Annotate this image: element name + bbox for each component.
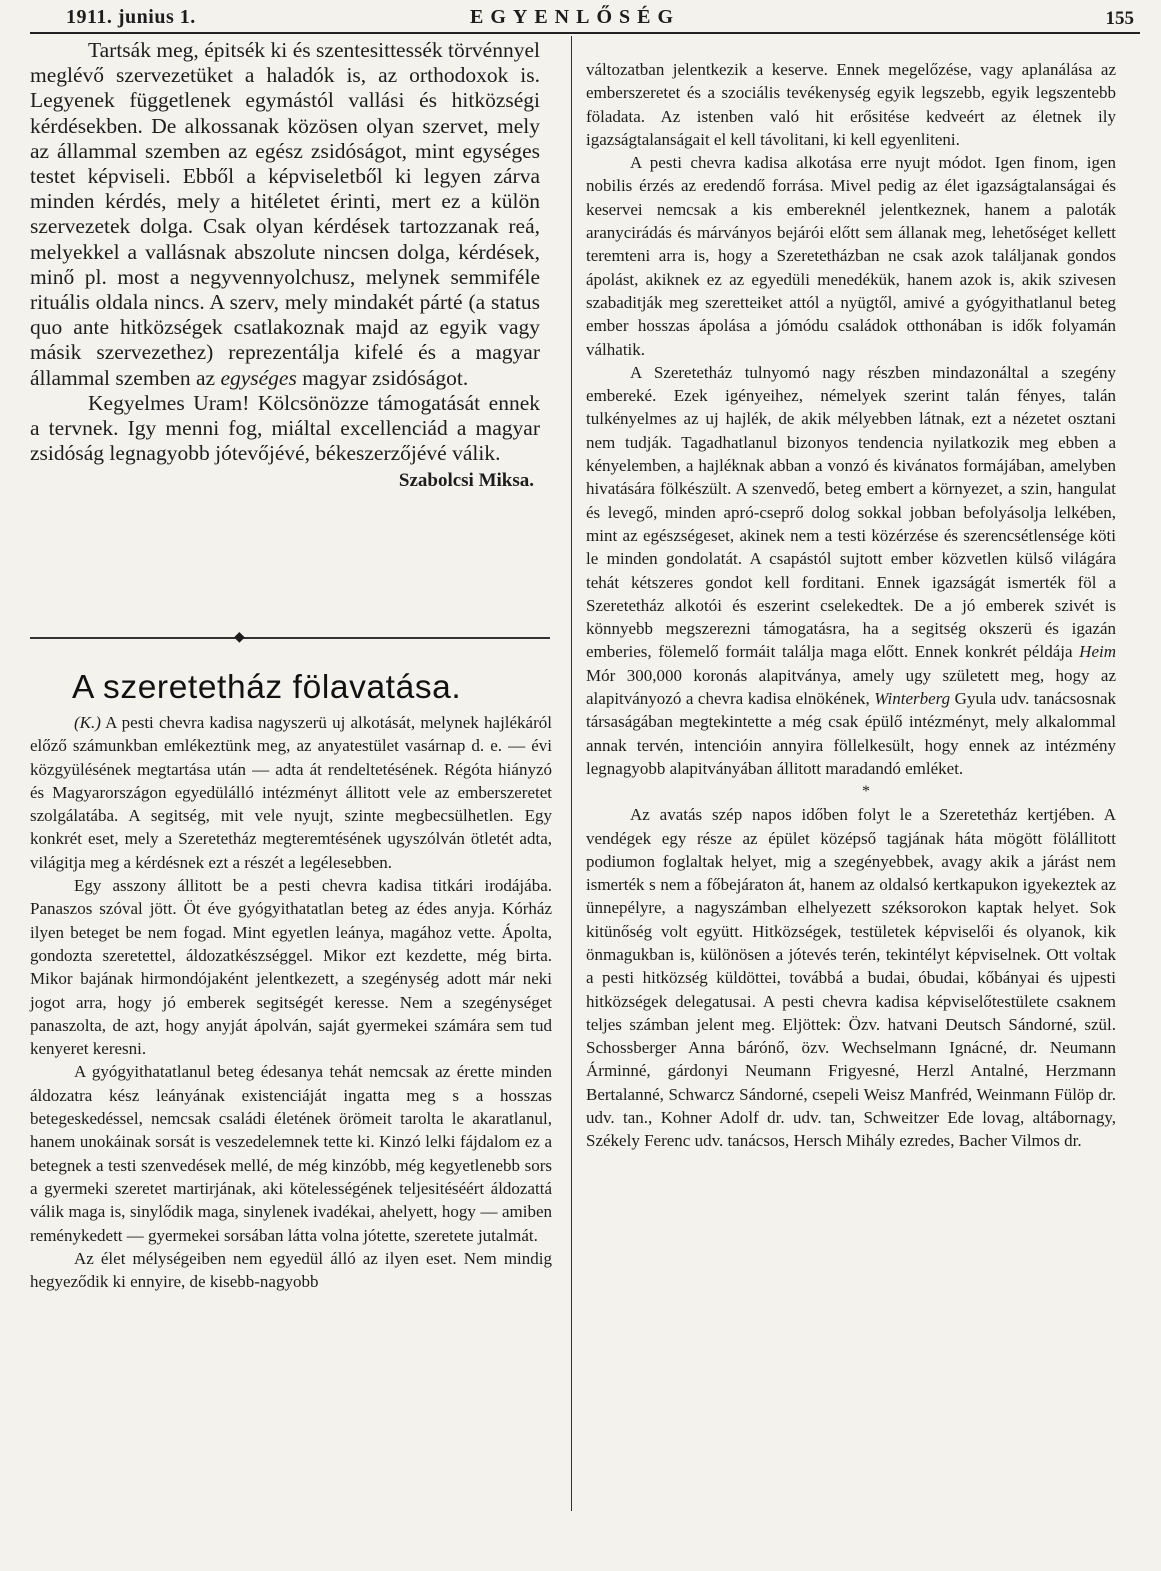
article-paragraph: Az avatás szép napos időben folyt le a Szeretetház kertjében. A vendégek egy része az épület középső tagjának háta mögött fölállitott podiumon foglaltak helyet, mig a szegényebbek, avagy akik a járást nem ismerték s nem a főbejáraton át, hanem az oldalsó kertkapukon igyekeztek az ünnepélyre, a nagyszámban elhelyezett széksorokon kaptak helyet. Sok kitünőség volt együtt. Hitközségek, testületek képviselői és olyanok, kik önmagukban is, különösen a jótevés terén, tekintélyt képviselnek. Ott voltak a pesti hitközség küldöttei, továbbá a budai, óbudai, kőbányai és ujpesti hitközségek delegatusai. A pesti chevra kadisa képviselőtestülete csaknem teljes számban jelent meg. Eljöttek: Özv. hatvani Deutsch Sándorné, szül. Schossberger Anna bárónő, özv. Wechselmann Ignácné, dr. Neumann Árminné, gárdonyi Neumann Frigyesné, Herzl Antalné, Herzmann Bertalanné, Schwarcz Sándorné, csepeli Weisz Manfréd, Weinmann Fülöp dr. udv. tan., Kohner Adolf dr. udv. tan, Schweitzer Ede lovag, altábornagy, Székely Ferenc udv. tanácsos, Hersch Mihály ezredes, Bacher Vilmos dr. [586,805,1116,1151]
article-paragraph: Az élet mélységeiben nem egyedül álló az ilyen eset. Nem mindig hegyeződik ki ennyire, de kisebb-nagyobb [30,1248,552,1292]
article-paragraph: Egy asszony állitott be a pesti chevra kadisa titkári irodájába. Panaszos szóval jött. Öt éve gyógyithatatlan beteg az édes anyja. Kórház ilyen beteget be nem fogad. Mint egyetlen leánya, magához vette. Ápolta, gondozta szeretettel, áldozatkészséggel. Mikor ezt kezdette, még birta. Mikor bajának hirmondójaként jelentkezett, a szegénység adott már neki jogot arra, hogy jó emberek segitségét keresse. Nem a szegénységet panaszolta, de azt, hogy anyját ápolván, saját gyermekei számára sem tud kenyeret keresni. [30,876,552,1059]
page-number: 155 [1105,8,1134,29]
article-body-right [586,58,1116,1153]
author-mark: (K.) [74,713,101,732]
article-body-left [30,711,552,1293]
issue-date: 1911. junius 1. [66,6,196,28]
section-asterisk: * [862,783,870,801]
article-title: A szeretetház fölavatása. [72,669,462,706]
signature: Szabolcsi Miksa. [398,470,534,492]
article-paragraph: A Szeretetház tulnyomó nagy részben mindazonáltal a szegény embereké. Ezek igényeihez, némelyek szerint talán fényes, talán tulkényelmes az uj hajlék, de akik mélyebben látnak, ezt a nézetet osztani nem tudják. Tagadhatlanul bizonyos tendencia nyilatkozik meg ebben a kényelemben, a hajléknak abban a vonzó és kivánatos formájában, amelyben hivatására fölkészült. A szenvedő, beteg embert a környezet, a szin, hangulat és levegő, minden apró-cseprő dolog sokkal jobban befolyásolja lelkében, mint az egészségeset, akinek nem a testi közérzése és szerencsétlensége köti le minden gondolatát. A csapástól sujtott ember közvetlen külső világára tehát kétszeres gondot kell forditani. Ennek igazságát ismerték föl a Szeretetház alkotói és eszerint cselekedtek. De a jó emberek szivét is könnyebb megszerezni támogatásra, ha a segitség okszerü és igazán emberies, fölemelő formáit találja maga előtt. Ennek konkrét példája Heim Mór 300,000 koronás alapitványa, amely ugy született meg, hogy az alapitványozó a chevra kadisa elnökének, Winterberg Gyula udv. tanácsosnak társaságában megtekintette a még csak épülő intézményt, mely alkalommal annak tervén, intencióin annyira föllelkesült, hogy ennek az intézmény legnagyobb alapitványában állitott maradandó emléket. [586,362,1117,778]
newspaper-title: EGYENLŐSÉG [470,6,681,28]
person-name: Winterberg [874,689,951,709]
separator-ornament-icon: ◆ [234,630,245,645]
letter-paragraph: Kegyelmes Uram! Kölcsönözze támogatását ennek a tervnek. Igy menni fog, miáltal excellenciád a magyar zsidóság legnagyobb jótevőjévé, békeszerzőjévé válik. [30,390,540,466]
article-paragraph: A gyógyithatatlanul beteg édesanya tehát nemcsak az érette minden áldozatra kész leányának existenciáját ingatta meg s a hosszas betegeskedéssel, nemcsak családi életének örömeit tarolta le akaratlanul, hanem unokáinak sorsát is veszedelemnek tette ki. Kinzó lelki fájdalom ez a betegnek a testi szenvedések mellé, de még kinzóbb, még kegyetlenebb sors a gyermeki szeretet martirjának, aki kötelességének teljesitéséért áldozattá válik maga is, sinylődik maga, sinylenek ivadékai, ahelyett, hogy — amiben reménykedett — gyermekei sorsában látta volna jótette, szeretete jutalmát. [30,1062,552,1245]
article-paragraph: változatban jelentkezik a keserve. Ennek megelőzése, vagy aplanálása az emberszeretet és a szociális tevékenység egyik legszebb, egyik legszentebb föladata. Az istenben való hit erősitése kedveért az életnek ily igazságtalanságait el kell távolitani, ki kell egyenliteni. [586,60,1116,149]
section-separator [30,637,550,639]
column-divider [571,36,572,1511]
article-paragraph: A pesti chevra kadisa alkotása erre nyujt módot. Igen finom, igen nobilis érzés az eredendő forrása. Mivel pedig az élet igazságtalanságai és keservei nemcsak a kis embereknél jelentkeznek, hanem a paloták aranycirádás és márványos bejárói előtt sem állanak meg, lehetőséget kellett teremteni arra is, hogy a Szeretetházban ne csak azok találjanak gondos ápolást, akiknek ez az egyedüli menedékük, hanem azok is, akik szivesen szabaditják meg szeretteiket attól a nyügtől, amivé a gyógyithatlanul beteg ember hosszas ápolása a jómódu családok otthonában is idők folyamán válhatik. [586,153,1116,359]
emphasis-text: egységes [220,365,297,390]
letter-paragraph: Tartsák meg, épitsék ki és szentesittessék törvénnyel meglévő szervezetüket a haladók is, az orthodoxok is. Legyenek függetlenek egymástól vallási és hitközségi kérdésekben. De alkossanak közösen olyan szervet, mely az állammal szemben az egész zsidóságot, mint egységes testet képviseli. Ebből a képviseletből ki legyen zárva minden kérdés, mely a hitéletet érinti, mert ez a külön szervezetek dolga. Csak olyan kérdések tartozzanak reá, melyekkel a vallásnak abszolute nincsen dolga, kérdések, minő pl. most a negyvennyolchusz, melynek semmiféle rituális oldala nincs. A szerv, mely mindakét párté (a status quo ante hitközségek csatlakoznak majd az egyik vagy másik szervezethez) reprezentálja kifelé és a magyar állammal szemben az egységes magyar zsidóságot. [30,38,540,390]
article-paragraph: (K.) A pesti chevra kadisa nagyszerü uj alkotását, melynek hajlékáról előző számunkban emlékeztünk meg, az anyatestület vasárnap d. e. — évi közgyülésének megtartása után — adta át rendeltetésének. Régóta hiányzó és Magyarországon egyedülálló intézményt állitott vele az emberszeretet szolgálatába. A segitség, mit vele nyujt, szinte megbecsülhetlen. Egy konkrét eset, mely a Szeretetház megteremtésének ugyszólván ötletét adta, világitja meg a kérdésnek ezt a részét a legélesebben. [30,713,552,872]
letter-conclusion [30,38,540,494]
person-name: Heim [1079,642,1116,662]
page-header [30,2,1140,34]
